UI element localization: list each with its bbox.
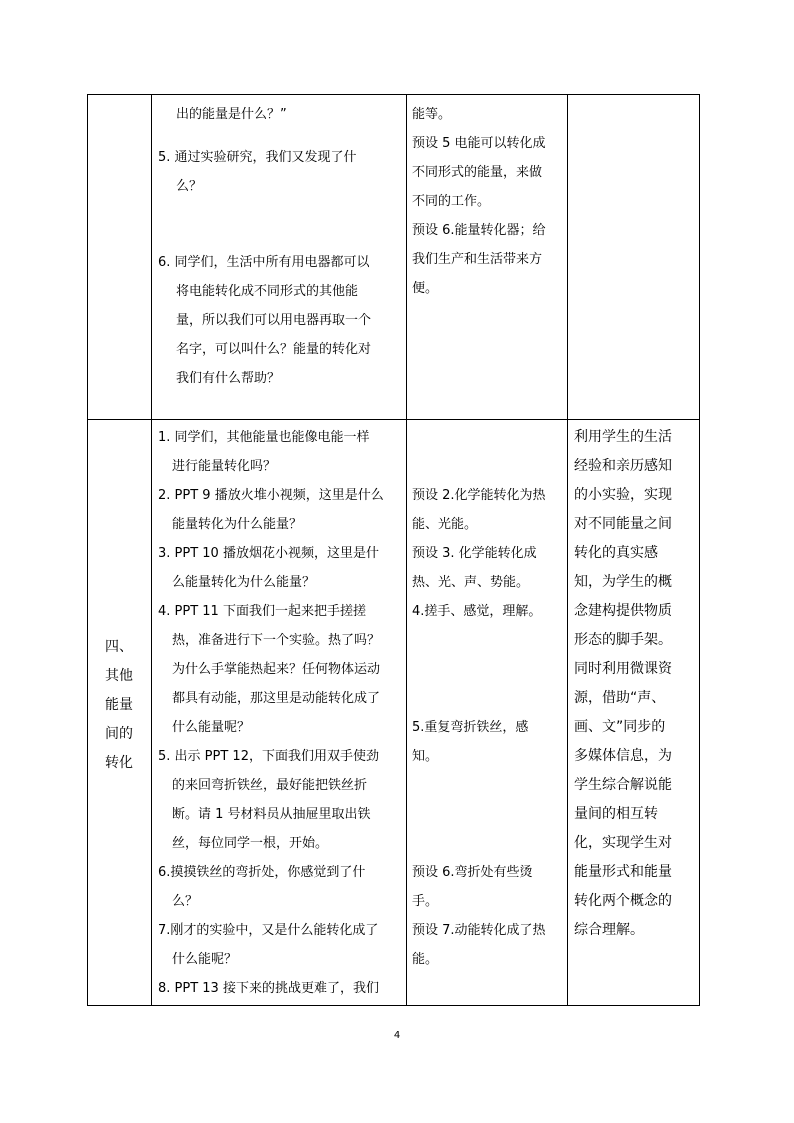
row1-student-activity bbox=[412, 100, 564, 303]
text-line: 6.摸摸铁丝的弯折处，你感觉到了什 bbox=[158, 865, 366, 880]
text-line: 的小实验，实现 bbox=[574, 487, 672, 503]
text-line: 么能量转化为什么能量？ bbox=[172, 575, 316, 590]
text-line: 不同形式的能量，来做 bbox=[412, 165, 543, 180]
text-line: 我们生产和生活带来方 bbox=[412, 252, 543, 267]
text-line: 为什么手掌能热起来？任何物体运动 bbox=[172, 662, 381, 677]
text-line bbox=[412, 829, 564, 858]
text-line: 学生综合解说能 bbox=[574, 777, 672, 793]
text-line: 预设 6.弯折处有些烫 bbox=[412, 865, 533, 880]
text-line bbox=[412, 626, 564, 655]
text-line: 将电能转化成不同形式的其他能 bbox=[176, 284, 359, 299]
text-line: 预设 6.能量转化器；给 bbox=[412, 223, 546, 238]
text-line: 量间的相互转 bbox=[574, 806, 658, 822]
text-line: 1. 同学们，其他能量也能像电能一样 bbox=[158, 430, 370, 445]
text-line: 画、文”同步的 bbox=[574, 719, 666, 735]
text-line bbox=[412, 655, 564, 684]
text-line: 我们有什么帮助？ bbox=[176, 371, 281, 386]
text-line bbox=[158, 201, 406, 230]
text-line bbox=[412, 771, 564, 800]
text-line: 源，借助“声、 bbox=[574, 690, 666, 706]
stage-line: 其他 bbox=[105, 668, 133, 684]
table-bottom-border bbox=[87, 1005, 699, 1006]
text-line: 的来回弯折铁丝，最好能把铁丝折 bbox=[172, 778, 368, 793]
stage-line: 间的 bbox=[105, 726, 133, 742]
text-line: 知，为学生的概 bbox=[574, 574, 672, 590]
stage-line: 转化 bbox=[105, 755, 133, 771]
table-right-border bbox=[699, 94, 700, 1006]
text-line: 4. PPT 11 下面我们一起来把手搓搓 bbox=[158, 604, 366, 619]
text-line: 能、光能。 bbox=[412, 517, 478, 532]
text-line: 热，准备进行下一个实验。热了吗？ bbox=[172, 633, 381, 648]
stage-line: 能量 bbox=[105, 697, 133, 713]
text-line: 对不同能量之间 bbox=[574, 516, 672, 532]
row2-teacher-activity bbox=[158, 423, 406, 1003]
text-line: 能等。 bbox=[412, 107, 452, 122]
text-line: 都具有动能，那这里是动能转化成了 bbox=[172, 691, 381, 706]
text-line: 预设 5 电能可以转化成 bbox=[412, 136, 546, 151]
text-line: 多媒体信息，为 bbox=[574, 748, 672, 764]
text-line: 名字，可以叫什么？能量的转化对 bbox=[176, 342, 372, 357]
text-line: 热、光、声、势能。 bbox=[412, 575, 530, 590]
column-divider-1 bbox=[151, 94, 152, 1006]
text-line bbox=[412, 423, 564, 452]
text-line: 断。请 1 号材料员从抽屉里取出铁 bbox=[172, 807, 371, 822]
text-line: 综合理解。 bbox=[574, 922, 644, 938]
text-line: 便。 bbox=[412, 281, 439, 296]
text-line: 量，所以我们可以用电器再取一个 bbox=[176, 313, 372, 328]
text-line: 预设 2.化学能转化为热 bbox=[412, 488, 546, 503]
page-number: 4 bbox=[393, 1030, 401, 1041]
text-line: 5.重复弯折铁丝，感 bbox=[412, 720, 529, 735]
text-line: 能量转化为什么能量？ bbox=[172, 517, 303, 532]
text-line: 同时利用微课资 bbox=[574, 661, 672, 677]
text-line: 形态的脚手架。 bbox=[574, 632, 672, 648]
text-line: 预设 3. 化学能转化成 bbox=[412, 546, 537, 561]
text-line: 不同的工作。 bbox=[412, 194, 491, 209]
text-line: 么？ bbox=[172, 894, 199, 909]
text-line: 能量形式和能量 bbox=[574, 864, 672, 880]
text-line bbox=[412, 452, 564, 481]
text-line: 利用学生的生活 bbox=[574, 429, 672, 445]
column-divider-2 bbox=[406, 94, 407, 1006]
text-line: 4.搓手、感觉，理解。 bbox=[412, 604, 542, 619]
column-divider-3 bbox=[567, 94, 568, 1006]
text-line: 6. 同学们，生活中所有用电器都可以 bbox=[158, 255, 370, 270]
text-line: 知。 bbox=[412, 749, 439, 764]
text-line: 经验和亲历感知 bbox=[574, 458, 672, 474]
text-line: 5. 通过实验研究，我们又发现了什 bbox=[158, 150, 357, 165]
text-line: 念建构提供物质 bbox=[574, 603, 672, 619]
text-line: 转化两个概念的 bbox=[574, 893, 672, 909]
text-line: 手。 bbox=[412, 894, 439, 909]
text-line: 3. PPT 10 播放烟花小视频，这里是什 bbox=[158, 546, 379, 561]
text-line: 么？ bbox=[176, 179, 203, 194]
text-line: 8. PPT 13 接下来的挑战更难了，我们 bbox=[158, 981, 379, 996]
stage-label bbox=[88, 633, 150, 778]
row1-teacher-activity bbox=[158, 100, 406, 393]
text-line bbox=[412, 684, 564, 713]
table-left-border bbox=[87, 94, 88, 1006]
text-line: 出的能量是什么？” bbox=[176, 107, 287, 122]
text-line: 预设 7.动能转化成了热 bbox=[412, 923, 546, 938]
text-line: 什么能呢？ bbox=[172, 952, 238, 967]
row2-student-activity bbox=[412, 423, 564, 974]
table-top-border bbox=[87, 94, 699, 95]
text-line: 能。 bbox=[412, 952, 439, 967]
text-line: 2. PPT 9 播放火堆小视频，这里是什么 bbox=[158, 488, 384, 503]
text-line: 丝，每位同学一根，开始。 bbox=[172, 836, 329, 851]
stage-line: 四、 bbox=[105, 639, 133, 655]
row2-design-intent bbox=[574, 423, 698, 945]
text-line: 什么能量呢？ bbox=[172, 720, 251, 735]
row-divider bbox=[87, 419, 699, 420]
text-line: 5. 出示 PPT 12，下面我们用双手使劲 bbox=[158, 749, 379, 764]
text-line: 转化的真实感 bbox=[574, 545, 658, 561]
text-line bbox=[412, 800, 564, 829]
text-line: 化，实现学生对 bbox=[574, 835, 672, 851]
text-line: 进行能量转化吗？ bbox=[172, 459, 277, 474]
text-line: 7.刚才的实验中，又是什么能转化成了 bbox=[158, 923, 379, 938]
